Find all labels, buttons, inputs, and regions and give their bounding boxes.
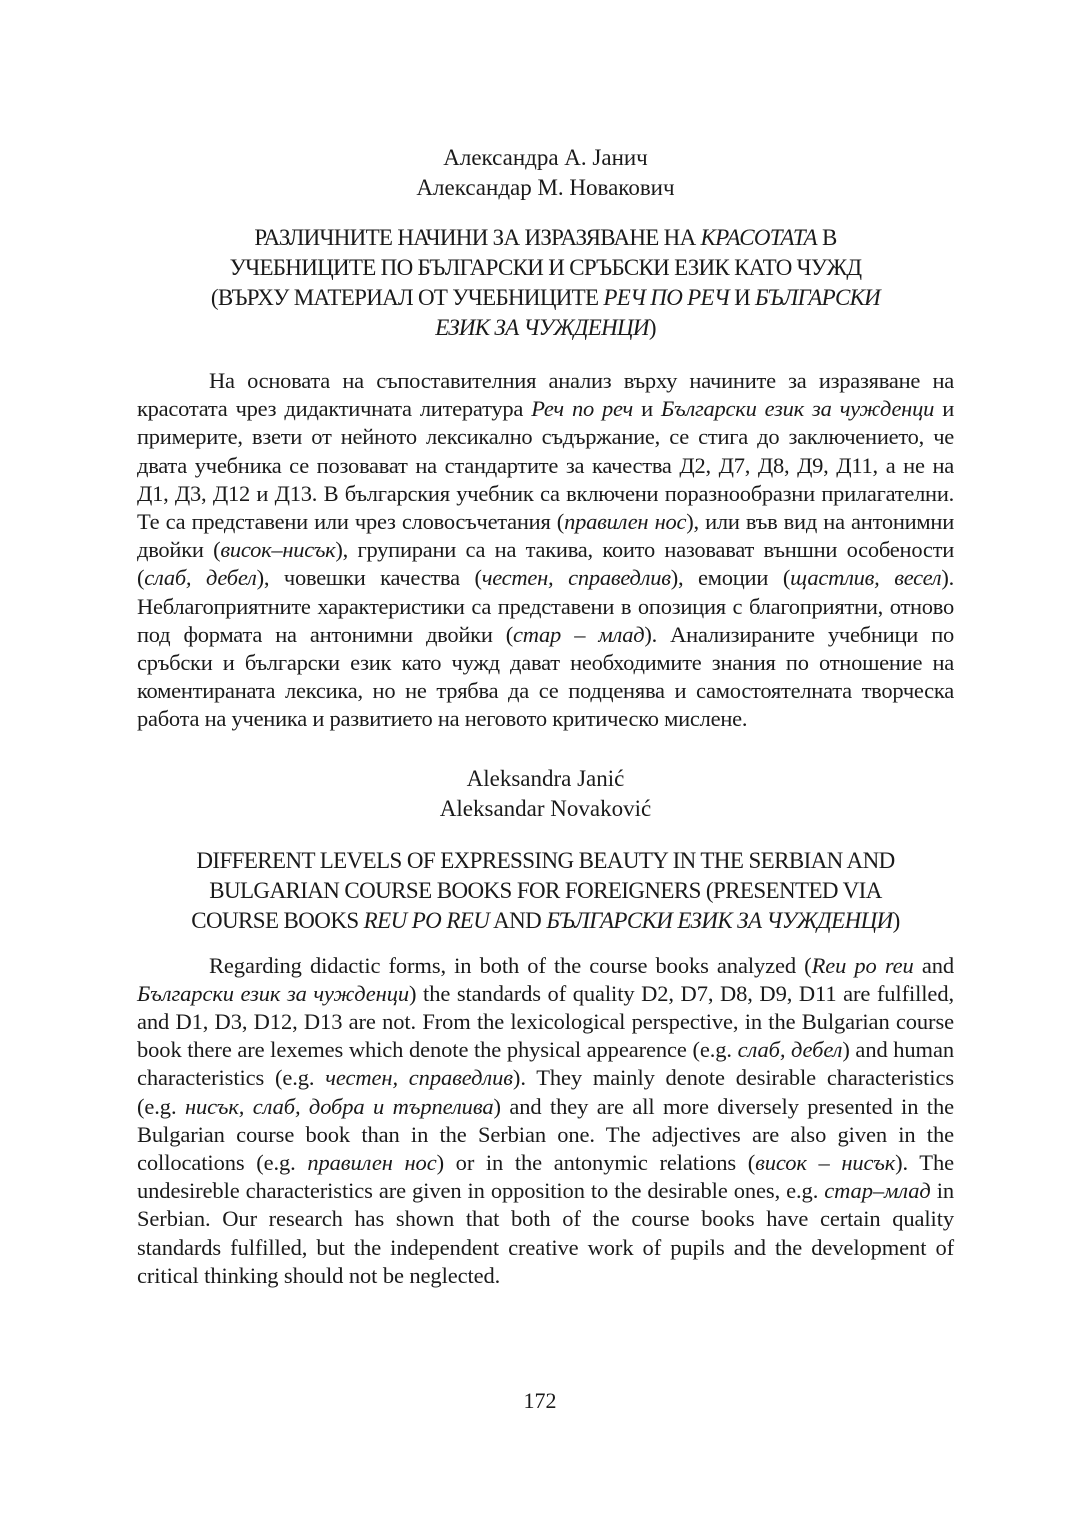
italic-text: БЪЛГАРСКИ ЕЗИК ЗА ЧУЖДЕНЦИ [546, 907, 893, 933]
italic-text: БЪЛГАРСКИ [755, 285, 881, 310]
title-line [137, 253, 954, 283]
page-number: 172 [523, 1388, 557, 1413]
title-english [137, 846, 954, 936]
text-run: DIFFERENT LEVELS OF EXPRESSING BEAUTY IN THE SERBIAN AND [196, 847, 895, 873]
text-run: ). They mainly denote desirable characteristics (e.g. [137, 1065, 954, 1119]
italic-text: стар–млад [824, 1178, 931, 1204]
text-run: (ВЪРХУ МАТЕРИАЛ ОТ УЧЕБНИЦИТЕ [210, 285, 604, 310]
italic-text: нисък, слаб, добра и търпелива [184, 1093, 494, 1119]
text-run: ) or in the antonymic relations ( [436, 1150, 756, 1176]
title-line [137, 313, 954, 343]
text-run: ). Неблагоприятните характеристики са представени в опозиция с благоприятни, отново под формата на антонимни двойки ( [137, 565, 954, 647]
italic-text: Reu po reu [811, 952, 914, 978]
text-run: ) and human characteristics (e.g. [137, 1037, 954, 1091]
text-run: ). The undesireble characteristics are given in opposition to the desirable ones, e.g. [137, 1150, 954, 1204]
text-run: BULGARIAN COURSE BOOKS FOR FOREIGNERS (PRESENTED VIA [209, 877, 882, 903]
italic-text: честен, справедлив [481, 565, 671, 591]
abstract-english [137, 952, 954, 1290]
italic-text: Реч по реч [531, 396, 633, 422]
italic-text: Български език за чужденци [137, 980, 410, 1006]
italic-text: РЕЧ ПО РЕЧ [603, 285, 730, 310]
text-run: ) and they are all more diversely presented in the Bulgarian course book than in the Serbian one. The adjectives are also given in the collocations (e.g. [137, 1093, 954, 1176]
text-run: in Serbian. Our research has shown that both of the course books have certain quality standards fulfilled, but the independent creative work of pupils and the development of critical thinking should not be neglected. [137, 1178, 954, 1288]
title-line [137, 906, 954, 936]
text-run: ) [892, 907, 900, 933]
text-run: ), човешки качества ( [256, 565, 482, 591]
authors-english [137, 764, 954, 824]
italic-text: висок–нисък [220, 537, 336, 563]
italic-text: ЕЗИК ЗА ЧУЖДЕНЦИ [435, 315, 649, 340]
text-run: Regarding didactic forms, in both of the course books analyzed ( [209, 952, 812, 978]
author-name: Aleksandar Novaković [439, 795, 652, 821]
title-line [137, 223, 954, 253]
title-line [137, 846, 954, 876]
text-run: УЧЕБНИЦИТЕ ПО БЪЛГАРСКИ И СРЪБСКИ ЕЗИК КАТО ЧУЖД [229, 255, 862, 280]
page-content [137, 143, 954, 1313]
text-run: ), или във вид на антонимни двойки ( [137, 509, 955, 563]
italic-text: стар – млад [513, 621, 645, 647]
title-line [137, 283, 954, 313]
title-bulgarian [137, 223, 954, 343]
italic-text: правилен нос [307, 1150, 437, 1176]
author-name: Aleksandra Janić [466, 765, 625, 791]
italic-text: слаб, дебел [737, 1037, 843, 1063]
text-run: AND [489, 907, 547, 933]
text-run: и примерите, взети от нейното лексикално съдържание, се стига до заключението, че двата учебника се позовават на стандартите за качества Д2, Д7, Д8, Д9, Д11, а не на Д1, Д3, Д12 и Д13. В българския учебник са включени поразнообразни прилагателни. Те са представени или чрез словосъчетания ( [137, 396, 955, 535]
author-name: Александар М. Новакович [416, 175, 675, 200]
abstract-bulgarian [137, 367, 954, 734]
text-run: ) [648, 315, 656, 340]
text-run: ), емоции ( [670, 565, 791, 591]
italic-text: КРАСОТАТА [700, 225, 817, 250]
italic-text: щастлив, весел [790, 565, 942, 591]
author-name: Александра А. Јанич [443, 145, 648, 170]
text-run: На основата на съпоставителния анализ върху начините за изразяване на красотата чрез дидактичната литература [137, 368, 954, 422]
text-run: ) the standards of quality D2, D7, D8, D9, D11 are fulfilled, and D1, D3, D12, D13 are not. From the lexicological perspective, in the Bulgarian course book there are lexemes which denote the physical appearence (e.g. [137, 980, 954, 1063]
italic-text: правилен нос [564, 509, 687, 535]
italic-text: висок – нисък [755, 1150, 896, 1176]
authors-bulgarian [137, 143, 954, 203]
italic-text: REU PO REU [363, 907, 490, 933]
text-run: и [632, 396, 662, 422]
italic-text: слаб, дебел [144, 565, 257, 591]
text-run: ). Анализираните учебници по сръбски и български език като чужд дават необходимите знания по отношение на коментираната лексика, но не трябва да се подценява и самостоятелната творческа работа на ученика и развитието на неговото критическо мислене. [137, 621, 954, 732]
title-line [137, 876, 954, 906]
italic-text: Български език за чужденци [661, 396, 935, 422]
text-run: РАЗЛИЧНИТЕ НАЧИНИ ЗА ИЗРАЗЯВАНЕ НА [254, 225, 701, 250]
text-run: ), групирани са на такива, които назовават външни особености ( [137, 537, 954, 591]
text-run: COURSE BOOKS [191, 907, 364, 933]
text-run: И [729, 285, 756, 310]
text-run: В [816, 225, 837, 250]
italic-text: честен, справедлив [325, 1065, 513, 1091]
text-run: and [913, 952, 955, 978]
